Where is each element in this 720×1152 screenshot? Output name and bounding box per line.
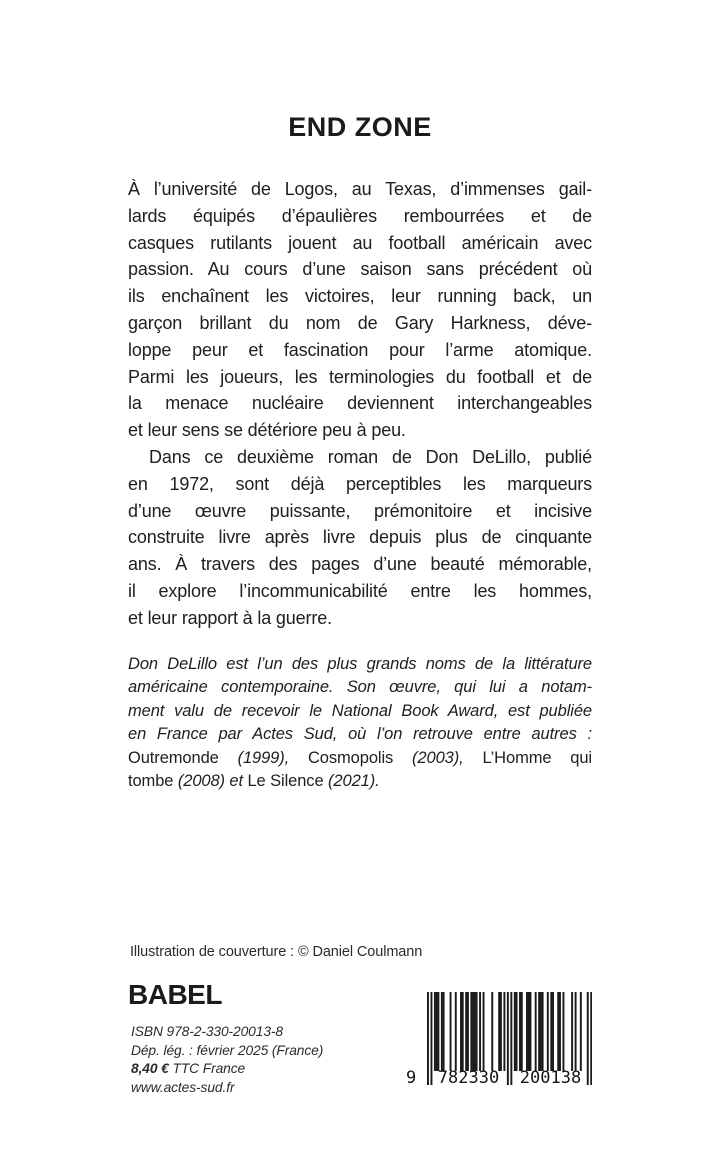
synopsis-line: Parmi les joueurs, les terminologies du football et de (128, 366, 592, 387)
synopsis-line: ans. À travers des pages d’une beauté mémorable, (128, 554, 592, 575)
book-year: (2021). (328, 771, 380, 790)
bio-line (128, 747, 592, 770)
synopsis-line: ils enchaînent les victoires, leur running back, un (128, 286, 592, 307)
book-year: (2008) et (177, 771, 248, 790)
book-title-homme-qui-tombe: L’Homme qui (482, 748, 592, 767)
illustration-credit: Illustration de couverture : © Daniel Coulmann (130, 944, 423, 960)
synopsis-line: Dans ce deuxième roman de Don DeLillo, publié (149, 446, 592, 467)
synopsis-paragraph-1 (128, 176, 592, 444)
synopsis-line: lards équipés d’épaulières rembourrées et de (128, 205, 592, 226)
synopsis-line: la menace nucléaire deviennent interchangeables (128, 393, 592, 414)
isbn: ISBN 978-2-330-20013-8 (131, 1024, 283, 1039)
synopsis-line: passion. Au cours d’une saison sans précédent où (128, 259, 592, 280)
synopsis-line: casques rutilants jouent au football américain avec (128, 232, 592, 253)
book-title-le-silence: Le Silence (247, 771, 329, 790)
book-year: (2003), (412, 748, 483, 767)
publisher-website: www.actes-sud.fr (131, 1079, 235, 1095)
synopsis-line: garçon brillant du nom de Gary Harkness, déve- (128, 312, 592, 333)
barcode-left-digits: 782330 (437, 1068, 500, 1088)
ean-barcode (406, 992, 592, 1088)
synopsis-line: et leur rapport à la guerre. (128, 607, 332, 628)
synopsis-line: À l’université de Logos, au Texas, d’immenses gail- (128, 179, 592, 199)
bio-line (128, 770, 592, 793)
synopsis-paragraph-2 (128, 444, 592, 632)
price-amount: 8,40 € (131, 1061, 169, 1077)
synopsis-line: en 1972, sont déjà perceptibles les marqueurs (128, 473, 592, 494)
synopsis-line: loppe peur et fascination pour l’arme atomique. (128, 339, 592, 360)
bio-line: ment valu de recevoir le National Book Award, est publiée (128, 701, 592, 720)
barcode-first-digit: 9 (406, 1068, 417, 1088)
synopsis (128, 176, 592, 632)
barcode-right-digits: 200138 (519, 1068, 582, 1088)
book-title-homme-qui-tombe-cont: tombe (128, 771, 178, 790)
synopsis-line: et leur sens se détériore peu à peu. (128, 420, 406, 441)
author-bio (128, 653, 592, 793)
price-suffix: TTC France (168, 1061, 246, 1077)
book-year: (1999), (237, 748, 308, 767)
synopsis-line: d’une œuvre puissante, prémonitoire et incisive (128, 500, 592, 521)
bio-line: en France par Actes Sud, où l’on retrouve entre autres : (128, 725, 592, 744)
synopsis-line: il explore l’incommunicabilité entre les hommes, (128, 580, 592, 601)
book-title-outremonde: Outremonde (128, 748, 238, 767)
book-title: END ZONE (288, 112, 432, 142)
price (131, 1060, 323, 1079)
synopsis-line: construite livre après livre depuis plus de cinquante (128, 527, 592, 548)
legal-deposit: Dép. lég. : février 2025 (France) (131, 1042, 324, 1058)
publisher-logo-babel: BABEL (128, 979, 222, 1010)
colophon (131, 1023, 323, 1097)
bio-line: Don DeLillo est l’un des plus grands noms de la littérature (128, 655, 592, 673)
book-title-cosmopolis: Cosmopolis (307, 748, 413, 767)
bio-line: américaine contemporaine. Son œuvre, qui lui a notam- (128, 678, 592, 697)
